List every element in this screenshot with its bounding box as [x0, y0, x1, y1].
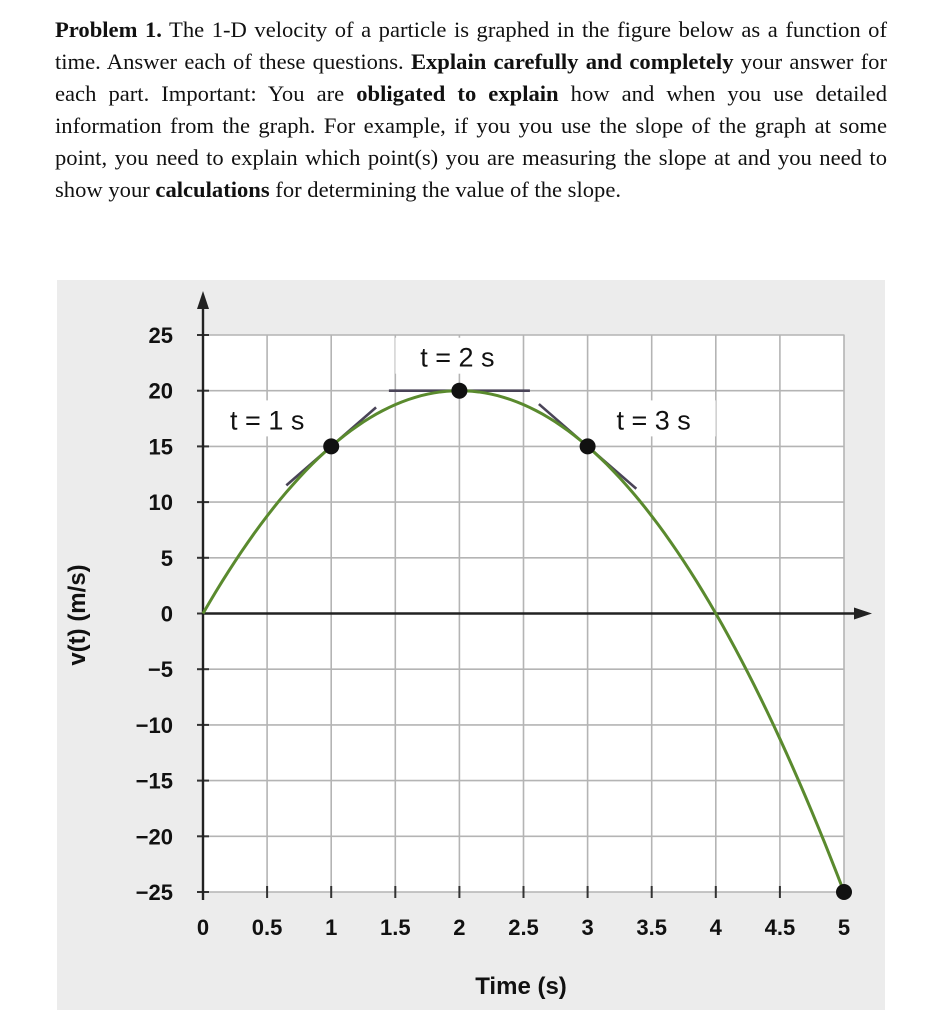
x-axis-title: Time (s) [475, 973, 567, 1000]
y-axis-arrow [197, 291, 209, 309]
y-axis-title: v(t) (m/s) [64, 564, 91, 666]
y-tick-label: −25 [135, 880, 173, 905]
annotation-label: t = 2 s [420, 342, 495, 373]
y-tick-label: 0 [160, 601, 173, 627]
data-point [323, 438, 339, 454]
problem-text-2: your answer for each part. Important: You are [55, 49, 887, 106]
x-tick-label: 1.5 [380, 915, 411, 940]
problem-emphasis-3: calculations [155, 177, 270, 202]
y-tick-label: 5 [160, 545, 173, 571]
problem-text-1: The 1-D velocity of a particle is graphed in the figure below as a function of time. Answer each of these questions. [55, 17, 887, 74]
x-tick-label: 2 [453, 915, 466, 940]
y-tick-label: 15 [148, 434, 173, 460]
problem-emphasis-1: Explain carefully and completely [410, 49, 734, 74]
x-tick-label: 3.5 [636, 915, 667, 940]
x-tick-label: 2.5 [508, 915, 539, 940]
data-point [836, 884, 852, 900]
y-tick-label: −20 [135, 824, 173, 850]
x-tick-label: 3 [581, 915, 594, 940]
y-tick-label: 25 [148, 323, 173, 348]
x-tick-label: 4 [709, 915, 722, 940]
y-tick-label: −5 [147, 657, 173, 683]
x-tick-label: 0.5 [251, 915, 283, 940]
velocity-chart [57, 280, 885, 1010]
data-point [451, 383, 467, 399]
x-axis-arrow [854, 608, 872, 620]
y-tick-label: 20 [148, 378, 173, 404]
x-tick-label: 4.5 [764, 915, 796, 940]
x-tick-label: 5 [837, 915, 851, 940]
problem-text-4: for determining the value of the slope. [269, 177, 622, 202]
problem-text-3: how and when you use detailed information from the graph. For example, if you you use the slope of the graph at some point, you need to explain which point(s) you are measuring the slope at and you need to show your [55, 81, 887, 202]
problem-statement [55, 14, 887, 206]
problem-label: Problem 1. [55, 17, 162, 42]
annotation-label: t = 1 s [230, 405, 305, 436]
y-tick-label: 10 [148, 490, 173, 516]
x-tick-label: 1 [325, 915, 338, 940]
y-tick-label: −15 [135, 768, 173, 794]
problem-emphasis-2: obligated to explain [356, 81, 559, 106]
data-point [580, 438, 596, 454]
annotation-label: t = 3 s [616, 405, 691, 436]
y-tick-label: −10 [135, 712, 173, 738]
x-tick-label: 0 [196, 915, 210, 940]
